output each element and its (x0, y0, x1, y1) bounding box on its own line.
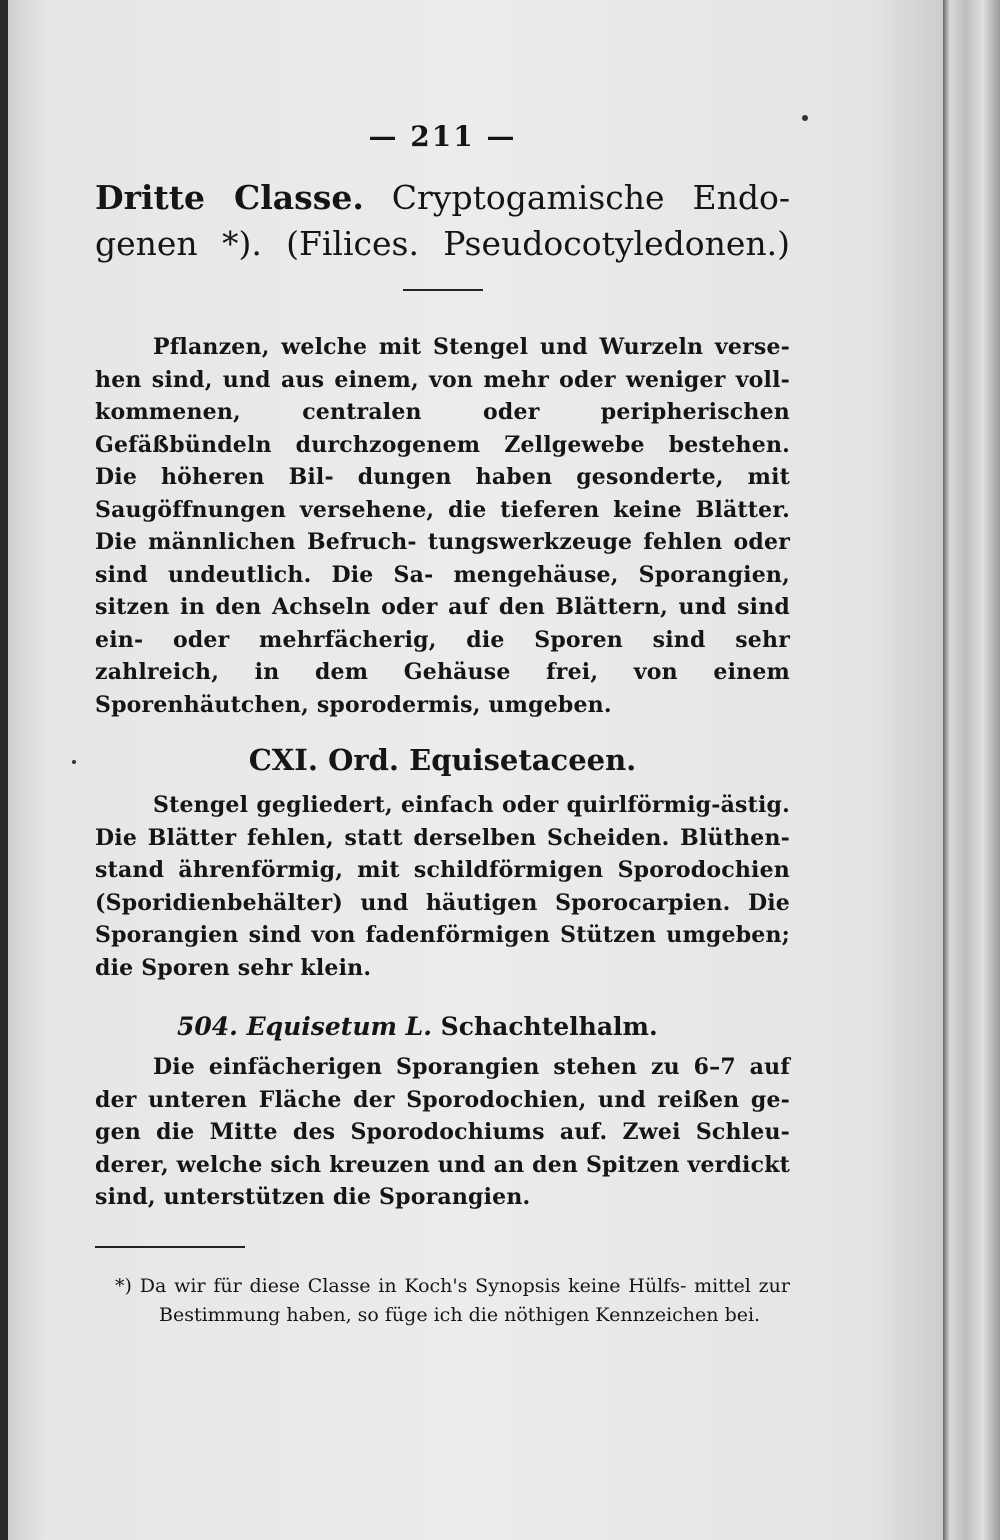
order-description: Stengel gegliedert, einfach oder quirlförmig-ästig. Die Blätter fehlen, statt derselben Scheiden. Blüthen- stand ährenförmig, mit schildförmigen Sporodochien (Sporidienbehälter) und häutigen Sporocarpien. Die Sporangien sind von fadenförmigen Stützen umgeben; die Sporen sehr klein. (95, 792, 790, 981)
page-number: — 211 — (368, 120, 517, 153)
footnote-text: Da wir für diese Classe in Koch's Synopsis keine Hülfs- mittel zur Bestimmung haben, so füge ich die nöthigen Kennzeichen bei. (139, 1274, 790, 1326)
order-heading (95, 743, 790, 777)
ink-speck (802, 115, 808, 121)
genus-number-name: 504. Equisetum L. (177, 1012, 432, 1041)
class-name: Cryptogamische Endo- (391, 178, 790, 217)
order-number: CXI. (248, 743, 318, 777)
genus-description: Die einfächerigen Sporangien stehen zu 6–7 auf der unteren Fläche der Sporodochien, und reißen ge- gen die Mitte des Sporodochiums auf. Zwei Schleu- derer, welche sich kreuzen und an den Spitzen verdickt sind, unterstützen die Sporangien. (95, 1054, 791, 1210)
order-abbr: Ord. (328, 743, 399, 777)
ink-speck (72, 760, 76, 764)
footnote-rule (95, 1246, 245, 1248)
class-title: Dritte Classe. (95, 178, 364, 217)
divider-rule (403, 289, 483, 291)
footnote-marker: *) (115, 1274, 132, 1297)
genus-common-name: Schachtelhalm. (440, 1012, 658, 1041)
intro-paragraph: Pflanzen, welche mit Stengel und Wurzeln verse- hen sind, und aus einem, von mehr oder weniger voll- kommenen, centralen oder peripherischen Gefäßbündeln durchzogenem Zellgewebe bestehen. Die höheren Bil- dungen haben gesonderte, mit Saugöffnungen versehene, die tieferen keine Blätter. Die männlichen Befruch- tungswerkzeuge fehlen oder sind undeutlich. Die Sa- mengehäuse, Sporangien, sitzen in den Achseln oder auf den Blättern, und sind ein- oder mehrfächerig, die Sporen sind sehr zahlreich, in dem Gehäuse frei, von einem Sporenhäutchen, sporodermis, umgeben. (95, 334, 790, 718)
order-name: Equisetaceen. (409, 743, 637, 777)
class-heading-line-2 (95, 221, 790, 267)
class-heading-line-1 (95, 175, 790, 221)
page-content (95, 120, 790, 1330)
class-synonym: (Filices. (286, 224, 419, 263)
footnote (115, 1272, 790, 1330)
page-edge (943, 0, 1000, 1540)
genus-heading (177, 1012, 790, 1041)
class-name-end: genen *). (95, 224, 262, 263)
class-synonym-2: Pseudocotyledonen.) (443, 224, 790, 263)
